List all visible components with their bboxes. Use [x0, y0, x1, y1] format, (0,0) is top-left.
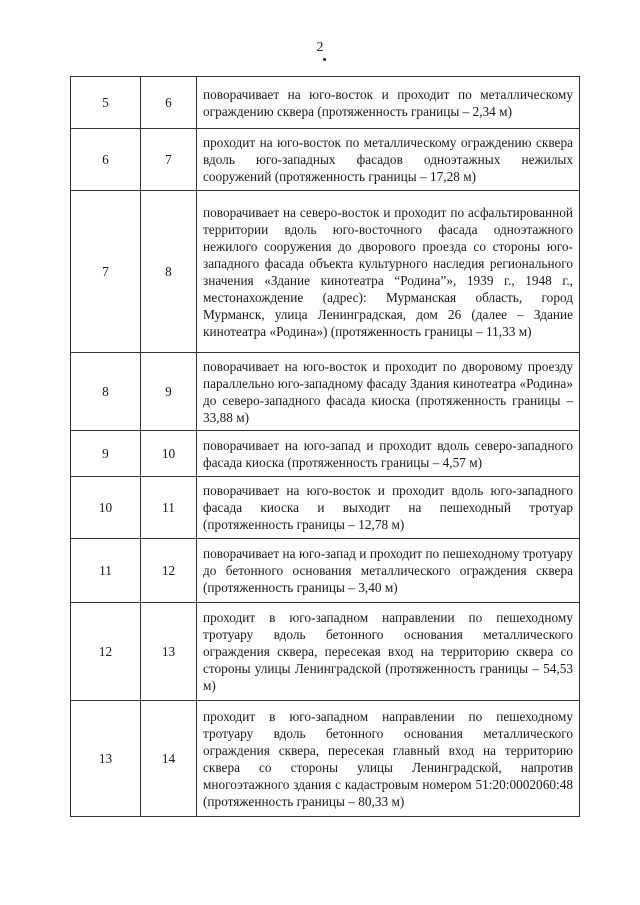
- segment-description: поворачивает на юго-запад и проходит по пешеходному тротуару до бетонного основания металлического ограждения сквера (протяженность границы – 3,40 м): [197, 539, 580, 603]
- table-row: [71, 603, 580, 701]
- table-row: [71, 539, 580, 603]
- point-from: 11: [71, 539, 141, 603]
- table-row: [71, 477, 580, 539]
- point-to: 14: [141, 701, 197, 817]
- point-to: 8: [141, 191, 197, 353]
- segment-description: проходит в юго-западном направлении по пешеходному тротуару вдоль бетонного основания металлического ограждения сквера, пересекая главный вход на территорию сквера со стороны улицы Ленинградской, напротив многоэтажного здания с кадастровым номером 51:20:0002060:48 (протяженность границы – 80,33 м): [197, 701, 580, 817]
- point-to: 7: [141, 129, 197, 191]
- page-number: 2: [316, 40, 324, 55]
- point-from: 9: [71, 431, 141, 477]
- segment-description: поворачивает на северо-восток и проходит по асфальтированной территории вдоль юго-восточного фасада одноэтажного нежилого сооружения до дворового проезда со стороны юго-западного фасада объекта культурного наследия регионального значения «Здание кинотеатра “Родина”», 1939 г., 1948 г., местонахождение (адрес): Мурманская область, город Мурманск, улица Ленинградская, дом 26 (далее – Здание кинотеатра «Родина») (протяженность границы – 11,33 м): [197, 191, 580, 353]
- point-from: 8: [71, 353, 141, 431]
- point-to: 11: [141, 477, 197, 539]
- point-to: 9: [141, 353, 197, 431]
- point-from: 6: [71, 129, 141, 191]
- segment-description: проходит в юго-западном направлении по пешеходному тротуару вдоль бетонного основания металлического ограждения сквера, пересекая вход на территорию сквера со стороны улицы Ленинградской (протяженность границы – 54,53 м): [197, 603, 580, 701]
- table-row: [71, 129, 580, 191]
- segment-description: поворачивает на юго-восток и проходит по дворовому проезду параллельно юго-западному фасаду Здания кинотеатра «Родина» до северо-западного фасада киоска (протяженность границы – 33,88 м): [197, 353, 580, 431]
- table-row: [71, 701, 580, 817]
- point-to: 13: [141, 603, 197, 701]
- table-row: [71, 431, 580, 477]
- point-from: 5: [71, 77, 141, 129]
- segment-description: поворачивает на юго-запад и проходит вдоль северо-западного фасада киоска (протяженность границы – 4,57 м): [197, 431, 580, 477]
- segment-description: проходит на юго-восток по металлическому ограждению сквера вдоль юго-западных фасадов одноэтажных нежилых сооружений (протяженность границы – 17,28 м): [197, 129, 580, 191]
- point-from: 12: [71, 603, 141, 701]
- boundary-table: [70, 76, 580, 817]
- point-from: 10: [71, 477, 141, 539]
- point-from: 7: [71, 191, 141, 353]
- point-to: 10: [141, 431, 197, 477]
- point-to: 12: [141, 539, 197, 603]
- point-from: 13: [71, 701, 141, 817]
- point-to: 6: [141, 77, 197, 129]
- table-row: [71, 191, 580, 353]
- segment-description: поворачивает на юго-восток и проходит по металлическому ограждению сквера (протяженность границы – 2,34 м): [197, 77, 580, 129]
- scan-dot: [323, 58, 326, 61]
- segment-description: поворачивает на юго-восток и проходит вдоль юго-западного фасада киоска и выходит на пешеходный тротуар (протяженность границы – 12,78 м): [197, 477, 580, 539]
- table-row: [71, 77, 580, 129]
- table-row: [71, 353, 580, 431]
